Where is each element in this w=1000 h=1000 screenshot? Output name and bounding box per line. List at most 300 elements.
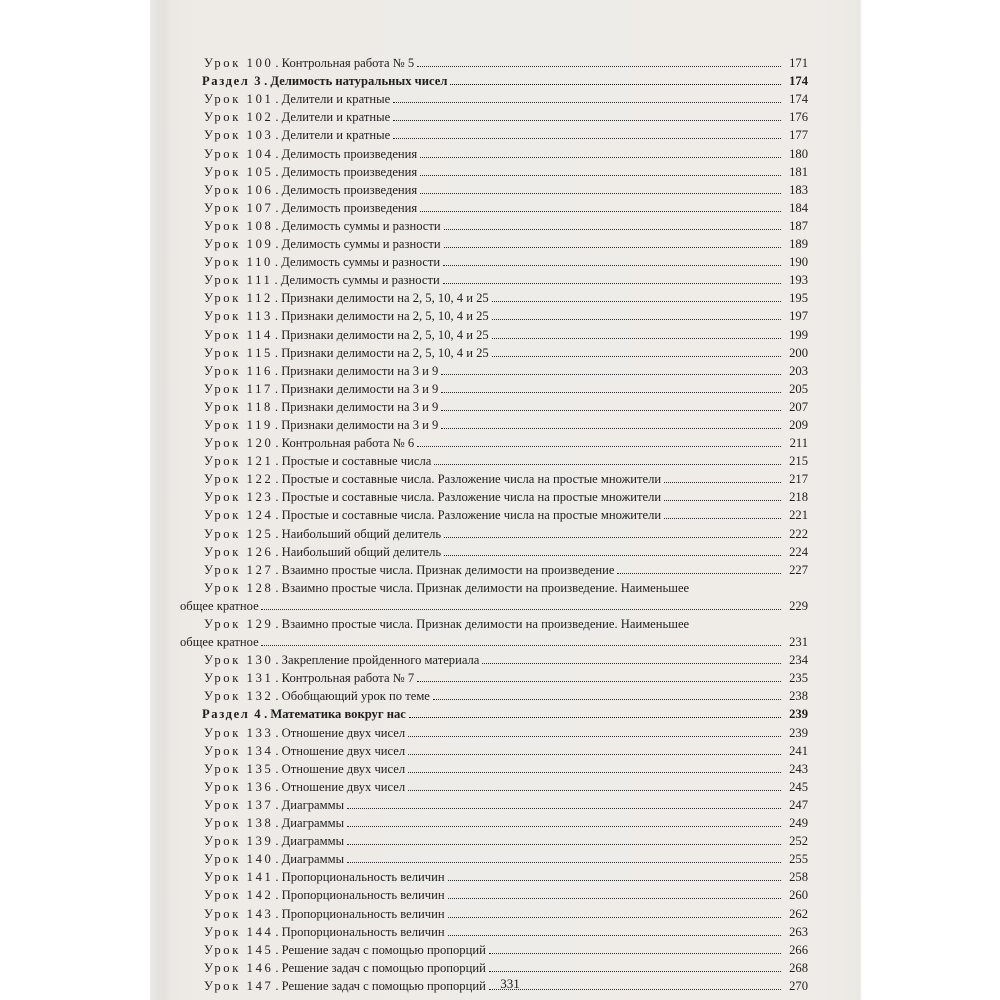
lesson-title: . Пропорциональность величин <box>275 888 445 903</box>
lesson-title: . Делители и кратные <box>275 128 391 143</box>
lesson-number: Урок 137 <box>204 797 274 812</box>
toc-entry-label <box>180 798 345 812</box>
lesson-number: Урок 146 <box>204 960 274 975</box>
toc-lesson-row <box>180 161 810 179</box>
lesson-number: Урок 130 <box>204 653 274 668</box>
dot-leader <box>492 337 781 339</box>
toc-entry-label <box>180 762 406 776</box>
toc-entry-label <box>180 165 418 179</box>
lesson-title: . Пропорциональность величин <box>275 924 445 939</box>
lesson-title: . Контрольная работа № 6 <box>275 436 415 451</box>
lesson-title: . Простые и составные числа. Разложение числа на простые множители <box>275 508 662 523</box>
lesson-number: Урок 127 <box>204 562 274 577</box>
dot-leader <box>492 300 781 302</box>
lesson-title: . Отношение двух чисел <box>275 761 406 776</box>
lesson-number: Урок 113 <box>204 309 273 324</box>
dot-leader <box>489 988 781 990</box>
page-reference: 195 <box>789 291 808 306</box>
toc-lesson-row <box>180 251 810 269</box>
page-reference: 238 <box>789 689 808 704</box>
page-reference: 203 <box>789 363 808 378</box>
lesson-title: . Контрольная работа № 5 <box>275 56 415 71</box>
dot-leader <box>417 680 781 682</box>
toc-lesson-row <box>180 179 810 197</box>
lesson-title: . Отношение двух чисел <box>275 725 406 740</box>
toc-entry-label <box>180 689 431 703</box>
toc-entry-label <box>180 870 446 884</box>
lesson-number: Урок 129 <box>204 617 274 631</box>
dot-leader <box>444 536 781 538</box>
page-reference: 200 <box>789 345 808 360</box>
toc-lesson-row <box>180 613 810 631</box>
page-reference: 176 <box>789 110 808 125</box>
toc-lesson-row <box>180 939 810 957</box>
lesson-number: Урок 126 <box>204 544 274 559</box>
dot-leader <box>492 318 781 320</box>
toc-entry-label <box>180 291 490 305</box>
page-reference: 217 <box>789 472 808 487</box>
lesson-number: Урок 143 <box>204 906 274 921</box>
lesson-title: . Диаграммы <box>275 852 345 867</box>
lesson-title: . Решение задач с помощью пропорций <box>275 978 486 993</box>
toc-lesson-row <box>180 269 810 287</box>
lesson-title: . Диаграммы <box>275 816 345 831</box>
toc-entry-label <box>180 128 391 142</box>
dot-leader <box>347 825 781 827</box>
lesson-number: Урок 124 <box>204 508 274 523</box>
toc-entry-label <box>180 219 442 233</box>
toc-entry-label <box>180 400 439 414</box>
page-reference: 205 <box>789 381 808 396</box>
lesson-title: . Делители и кратные <box>275 92 391 107</box>
lesson-title: . Пропорциональность величин <box>275 870 445 885</box>
toc-lesson-row <box>180 233 810 251</box>
dot-leader <box>417 65 781 67</box>
lesson-number: Урок 102 <box>204 110 274 125</box>
dot-leader <box>443 264 781 266</box>
toc-entry-label <box>180 617 690 631</box>
toc-lesson-row <box>180 541 810 559</box>
lesson-title: . Признаки делимости на 2, 5, 10, 4 и 25 <box>274 345 489 360</box>
toc-lesson-row <box>180 504 810 522</box>
toc-entry-label <box>180 183 418 197</box>
toc-entry-label <box>180 527 442 541</box>
toc-entry-label <box>180 273 441 287</box>
lesson-number: Урок 133 <box>204 725 274 740</box>
page-reference: 263 <box>789 924 808 939</box>
lesson-title: . Обобщающий урок по теме <box>275 689 430 704</box>
lesson-number: Урок 109 <box>204 237 274 252</box>
lesson-title: . Признаки делимости на 3 и 9 <box>274 363 439 378</box>
lesson-title: . Простые и составные числа. Разложение числа на простые множители <box>275 490 662 505</box>
page-reference: 171 <box>789 56 808 71</box>
toc-entry-label <box>180 707 407 721</box>
toc-entry-label <box>180 961 487 975</box>
lesson-number: Урок 107 <box>204 200 274 215</box>
page-reference: 211 <box>789 436 808 451</box>
lesson-number: Урок 139 <box>204 834 274 849</box>
toc-lesson-row <box>180 360 810 378</box>
toc-entry-label <box>180 237 442 251</box>
lesson-title: . Диаграммы <box>275 797 345 812</box>
lesson-title: . Пропорциональность величин <box>275 906 445 921</box>
page-reference: 268 <box>789 960 808 975</box>
lesson-title: . Решение задач с помощью пропорций <box>275 960 486 975</box>
lesson-title: . Закрепление пройденного материала <box>275 653 480 668</box>
dot-leader <box>261 644 781 646</box>
toc-entry-label <box>180 74 448 88</box>
lesson-title: . Наибольший общий делитель <box>275 544 442 559</box>
toc-lesson-row <box>180 884 810 902</box>
page-reference: 270 <box>789 978 808 993</box>
page-spine-shadow <box>150 0 172 1000</box>
section-number: Раздел 4 <box>202 707 263 722</box>
lesson-title: . Наибольший общий делитель <box>275 526 442 541</box>
page-reference: 209 <box>789 417 808 432</box>
toc-lesson-row <box>180 396 810 414</box>
lesson-number: Урок 119 <box>204 417 273 432</box>
toc-entry-label <box>180 472 662 486</box>
lesson-number: Урок 147 <box>204 978 274 993</box>
lesson-number: Урок 103 <box>204 128 274 143</box>
toc-lesson-row <box>180 848 810 866</box>
toc-entry-label <box>180 653 480 667</box>
lesson-title: . Контрольная работа № 7 <box>275 671 415 686</box>
page-reference: 227 <box>789 562 808 577</box>
toc-lesson-row <box>180 740 810 758</box>
page-reference: 235 <box>789 671 808 686</box>
lesson-title: . Взаимно простые числа. Признак делимости на произведение <box>275 562 615 577</box>
lesson-title: . Отношение двух чисел <box>275 779 406 794</box>
lesson-number: Урок 125 <box>204 526 274 541</box>
dot-leader <box>482 662 781 664</box>
toc-entry-label <box>180 382 439 396</box>
toc-entry-label <box>180 852 345 866</box>
dot-leader <box>441 391 781 393</box>
lesson-title: . Простые и составные числа. Разложение числа на простые множители <box>275 472 662 487</box>
lesson-number: Урок 140 <box>204 852 274 867</box>
toc-entry-label <box>180 346 490 360</box>
page-reference: 207 <box>789 399 808 414</box>
lesson-number: Урок 121 <box>204 454 274 469</box>
lesson-title: . Делимость произведения <box>275 182 418 197</box>
lesson-title-continuation: общее кратное <box>180 598 259 613</box>
lesson-number: Урок 141 <box>204 870 274 885</box>
page-reference: 247 <box>789 797 808 812</box>
dot-leader <box>408 753 781 755</box>
page-reference: 215 <box>789 454 808 469</box>
toc-entry-label <box>180 255 441 269</box>
page-reference: 197 <box>789 309 808 324</box>
lesson-title: . Взаимно простые числа. Признак делимости на произведение. Наименьшее <box>275 617 690 631</box>
page-reference: 258 <box>789 870 808 885</box>
dot-leader <box>448 916 781 918</box>
toc-entry-label <box>180 418 439 432</box>
toc-entry-label <box>180 907 446 921</box>
lesson-title: . Признаки делимости на 2, 5, 10, 4 и 25 <box>274 327 489 342</box>
toc-section-row <box>180 703 810 721</box>
toc-entry-label <box>180 147 418 161</box>
dot-leader <box>393 137 781 139</box>
page-reference: 239 <box>789 707 808 722</box>
section-title: . Математика вокруг нас <box>264 707 406 722</box>
toc-lesson-row <box>180 486 810 504</box>
page-reference: 241 <box>789 743 808 758</box>
toc-lesson-row <box>180 758 810 776</box>
lesson-title: . Диаграммы <box>275 834 345 849</box>
page-reference: 266 <box>789 942 808 957</box>
toc-lesson-row <box>180 414 810 432</box>
toc-entry-label <box>180 545 442 559</box>
page-number: 331 <box>500 976 520 991</box>
dot-leader <box>489 970 781 972</box>
page-reference: 181 <box>789 164 808 179</box>
page-reference: 193 <box>789 273 808 288</box>
toc-entry-label <box>180 563 615 577</box>
page-reference: 218 <box>789 490 808 505</box>
toc-lesson-continuation <box>180 631 810 649</box>
dot-leader <box>261 608 781 610</box>
table-of-contents <box>180 52 810 993</box>
toc-lesson-row <box>180 776 810 794</box>
dot-leader <box>347 807 781 809</box>
toc-entry-label <box>180 780 406 794</box>
lesson-title: . Делимость произведения <box>275 146 418 161</box>
page-reference: 177 <box>789 128 808 143</box>
toc-lesson-row <box>180 812 810 830</box>
lesson-title: . Взаимно простые числа. Признак делимости на произведение. Наименьшее <box>275 580 690 595</box>
toc-lesson-row <box>180 468 810 486</box>
lesson-title-continuation: общее кратное <box>180 635 259 650</box>
toc-entry-label <box>180 816 345 830</box>
toc-lesson-row <box>180 124 810 142</box>
dot-leader <box>433 698 781 700</box>
page-reference: 245 <box>789 779 808 794</box>
page-reference: 187 <box>789 218 808 233</box>
toc-entry-label <box>180 726 406 740</box>
toc-section-row <box>180 70 810 88</box>
lesson-title: . Признаки делимости на 3 и 9 <box>274 417 439 432</box>
page-reference: 252 <box>789 834 808 849</box>
lesson-number: Урок 135 <box>204 761 274 776</box>
toc-entry-label <box>180 201 418 215</box>
page-reference: 239 <box>789 725 808 740</box>
lesson-number: Урок 120 <box>204 436 274 451</box>
lesson-number: Урок 108 <box>204 218 274 233</box>
toc-entry-label <box>180 56 415 70</box>
page-reference: 260 <box>789 888 808 903</box>
toc-lesson-row <box>180 902 810 920</box>
dot-leader <box>417 445 781 447</box>
lesson-number: Урок 114 <box>204 327 273 342</box>
lesson-title: . Простые и составные числа <box>275 454 432 469</box>
dot-leader <box>664 499 781 501</box>
lesson-title: . Отношение двух чисел <box>275 743 406 758</box>
toc-entry-label <box>180 490 662 504</box>
toc-lesson-row <box>180 432 810 450</box>
toc-lesson-row <box>180 52 810 70</box>
lesson-number: Урок 111 <box>204 273 273 288</box>
toc-lesson-continuation <box>180 595 810 613</box>
dot-leader <box>393 119 781 121</box>
dot-leader <box>420 156 781 158</box>
toc-entry-label <box>180 581 690 595</box>
page-reference: 243 <box>789 761 808 776</box>
dot-leader <box>420 192 781 194</box>
dot-leader <box>664 481 781 483</box>
page-reference: 183 <box>789 182 808 197</box>
lesson-number: Урок 117 <box>204 381 273 396</box>
lesson-title: . Признаки делимости на 3 и 9 <box>274 381 439 396</box>
toc-lesson-row <box>180 323 810 341</box>
toc-entry-label <box>180 979 487 993</box>
toc-entry-label <box>180 92 391 106</box>
toc-lesson-row <box>180 667 810 685</box>
dot-leader <box>444 246 781 248</box>
lesson-title: . Признаки делимости на 2, 5, 10, 4 и 25 <box>274 291 489 306</box>
lesson-title: . Делимость произведения <box>275 200 418 215</box>
dot-leader <box>443 282 781 284</box>
lesson-title: . Признаки делимости на 3 и 9 <box>274 399 439 414</box>
dot-leader <box>420 174 781 176</box>
lesson-title: . Делимость суммы и разности <box>274 273 440 288</box>
toc-entry-label <box>180 454 432 468</box>
dot-leader <box>448 934 781 936</box>
page-reference: 224 <box>789 544 808 559</box>
page-reference: 222 <box>789 526 808 541</box>
toc-entry-label <box>180 508 662 522</box>
toc-lesson-row <box>180 830 810 848</box>
toc-entry-label <box>180 328 490 342</box>
toc-lesson-row <box>180 197 810 215</box>
page-reference: 231 <box>789 635 808 650</box>
page-reference: 184 <box>789 200 808 215</box>
page-reference: 180 <box>789 146 808 161</box>
toc-entry-label <box>180 309 490 323</box>
toc-entry-label <box>180 364 439 378</box>
page-reference: 262 <box>789 906 808 921</box>
section-title: . Делимость натуральных чисел <box>264 74 448 89</box>
dot-leader <box>448 879 781 881</box>
dot-leader <box>492 355 781 357</box>
page-reference: 255 <box>789 852 808 867</box>
lesson-number: Урок 122 <box>204 472 274 487</box>
dot-leader <box>347 843 781 845</box>
page-reference: 189 <box>789 237 808 252</box>
toc-lesson-row <box>180 305 810 323</box>
lesson-number: Урок 134 <box>204 743 274 758</box>
toc-lesson-row <box>180 88 810 106</box>
dot-leader <box>617 572 781 574</box>
lesson-number: Урок 101 <box>204 92 274 107</box>
lesson-number: Урок 136 <box>204 779 274 794</box>
toc-lesson-row <box>180 921 810 939</box>
lesson-number: Урок 142 <box>204 888 274 903</box>
lesson-title: . Делимость произведения <box>275 164 418 179</box>
page-reference: 174 <box>789 74 808 89</box>
dot-leader <box>450 83 781 85</box>
toc-lesson-row <box>180 559 810 577</box>
page-reference: 249 <box>789 816 808 831</box>
toc-lesson-row <box>180 142 810 160</box>
dot-leader <box>664 517 781 519</box>
toc-lesson-row <box>180 794 810 812</box>
toc-entry-label <box>180 834 345 848</box>
lesson-number: Урок 128 <box>204 580 274 595</box>
toc-lesson-row <box>180 685 810 703</box>
lesson-title: . Делители и кратные <box>275 110 391 125</box>
dot-leader <box>489 952 781 954</box>
dot-leader <box>408 735 781 737</box>
toc-lesson-row <box>180 649 810 667</box>
lesson-number: Урок 100 <box>204 56 274 71</box>
toc-entry-label <box>180 888 446 902</box>
lesson-number: Урок 118 <box>204 399 273 414</box>
page-reference: 190 <box>789 255 808 270</box>
dot-leader <box>347 861 781 863</box>
page-reference: 221 <box>789 508 808 523</box>
toc-lesson-row <box>180 378 810 396</box>
lesson-title: . Делимость суммы и разности <box>274 255 441 270</box>
dot-leader <box>434 463 781 465</box>
page-reference: 234 <box>789 653 808 668</box>
toc-lesson-row <box>180 342 810 360</box>
page-reference: 174 <box>789 92 808 107</box>
lesson-number: Урок 112 <box>204 291 273 306</box>
lesson-number: Урок 132 <box>204 689 274 704</box>
dot-leader <box>408 789 781 791</box>
lesson-number: Урок 115 <box>204 345 273 360</box>
lesson-title: . Решение задач с помощью пропорций <box>275 942 486 957</box>
toc-entry-label <box>180 436 415 450</box>
lesson-number: Урок 104 <box>204 146 274 161</box>
page-reference: 199 <box>789 327 808 342</box>
lesson-number: Урок 123 <box>204 490 274 505</box>
lesson-title: . Делимость суммы и разности <box>275 237 441 252</box>
page-reference: 229 <box>789 598 808 613</box>
lesson-number: Урок 116 <box>204 363 273 378</box>
toc-entry-label <box>180 744 406 758</box>
toc-lesson-row <box>180 287 810 305</box>
toc-lesson-row <box>180 866 810 884</box>
toc-entry-label <box>180 671 415 685</box>
dot-leader <box>408 771 781 773</box>
toc-lesson-row <box>180 577 810 595</box>
dot-leader <box>393 101 781 103</box>
dot-leader <box>448 897 781 899</box>
lesson-number: Урок 106 <box>204 182 274 197</box>
lesson-number: Урок 138 <box>204 816 274 831</box>
toc-lesson-row <box>180 215 810 233</box>
lesson-title: . Признаки делимости на 2, 5, 10, 4 и 25 <box>274 309 489 324</box>
section-number: Раздел 3 <box>202 74 263 89</box>
toc-lesson-row <box>180 721 810 739</box>
lesson-number: Урок 105 <box>204 164 274 179</box>
dot-leader <box>420 210 781 212</box>
toc-lesson-row <box>180 957 810 975</box>
toc-lesson-row <box>180 450 810 468</box>
toc-entry-label <box>180 110 391 124</box>
toc-lesson-row <box>180 522 810 540</box>
dot-leader <box>441 427 781 429</box>
toc-entry-label <box>180 925 446 939</box>
dot-leader <box>441 409 781 411</box>
lesson-number: Урок 131 <box>204 671 274 686</box>
toc-entry-label <box>180 943 487 957</box>
lesson-number: Урок 145 <box>204 942 274 957</box>
lesson-number: Урок 144 <box>204 924 274 939</box>
lesson-title: . Делимость суммы и разности <box>275 218 441 233</box>
